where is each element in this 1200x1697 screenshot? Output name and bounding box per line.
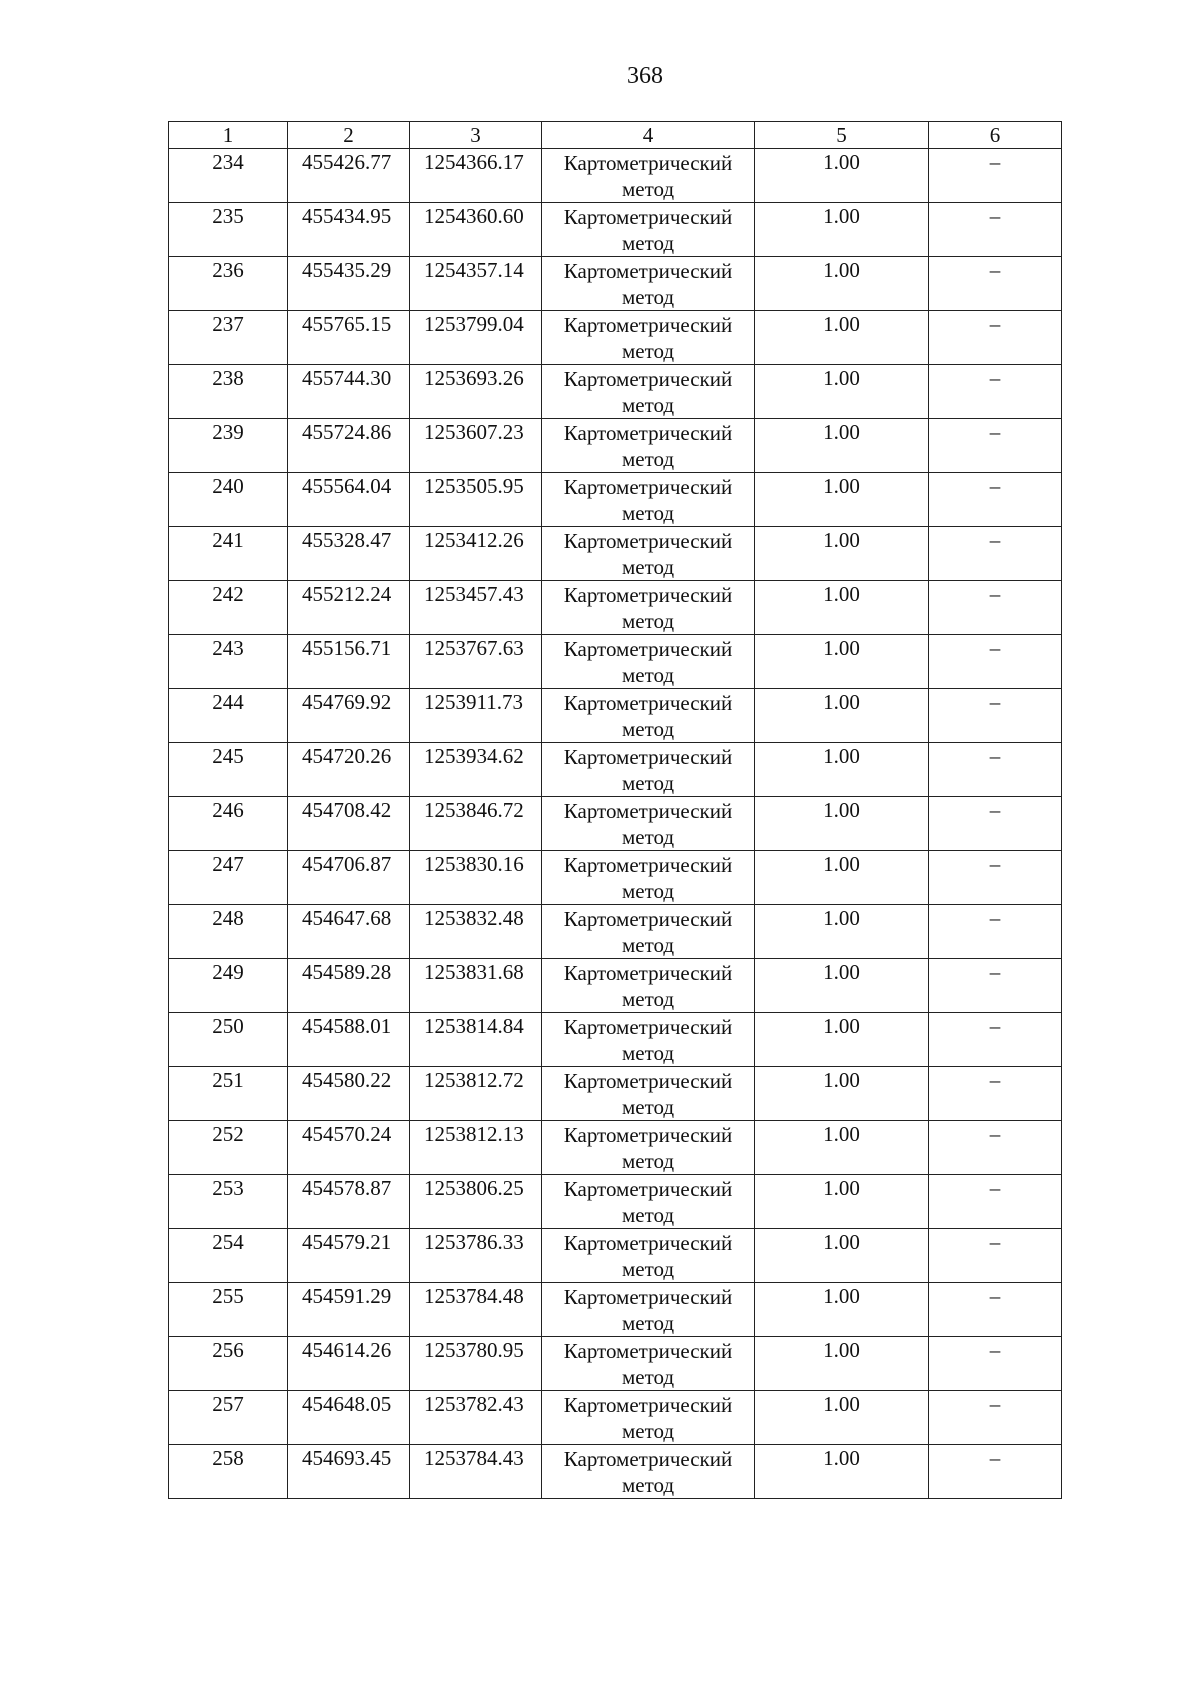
note-cell: – bbox=[929, 1283, 1062, 1337]
method-cell: Картометрический метод bbox=[542, 851, 755, 905]
method-cell: Картометрический метод bbox=[542, 1067, 755, 1121]
y-coordinate-cell: 1254357.14 bbox=[410, 257, 542, 311]
y-coordinate-cell: 1253693.26 bbox=[410, 365, 542, 419]
accuracy-cell: 1.00 bbox=[755, 1283, 929, 1337]
method-cell: Картометрический метод bbox=[542, 1229, 755, 1283]
y-coordinate-cell: 1253846.72 bbox=[410, 797, 542, 851]
x-coordinate-cell: 454708.42 bbox=[288, 797, 410, 851]
point-number-cell: 256 bbox=[169, 1337, 288, 1391]
coordinates-table bbox=[168, 121, 1062, 1499]
y-coordinate-cell: 1253812.13 bbox=[410, 1121, 542, 1175]
accuracy-cell: 1.00 bbox=[755, 1013, 929, 1067]
note-cell: – bbox=[929, 743, 1062, 797]
y-coordinate-cell: 1253412.26 bbox=[410, 527, 542, 581]
y-coordinate-cell: 1253780.95 bbox=[410, 1337, 542, 1391]
method-cell: Картометрический метод bbox=[542, 581, 755, 635]
point-number-cell: 253 bbox=[169, 1175, 288, 1229]
x-coordinate-cell: 454769.92 bbox=[288, 689, 410, 743]
y-coordinate-cell: 1253505.95 bbox=[410, 473, 542, 527]
y-coordinate-cell: 1253830.16 bbox=[410, 851, 542, 905]
accuracy-cell: 1.00 bbox=[755, 1175, 929, 1229]
accuracy-cell: 1.00 bbox=[755, 1391, 929, 1445]
point-number-cell: 252 bbox=[169, 1121, 288, 1175]
accuracy-cell: 1.00 bbox=[755, 473, 929, 527]
x-coordinate-cell: 455744.30 bbox=[288, 365, 410, 419]
method-cell: Картометрический метод bbox=[542, 473, 755, 527]
method-cell: Картометрический метод bbox=[542, 959, 755, 1013]
accuracy-cell: 1.00 bbox=[755, 149, 929, 203]
accuracy-cell: 1.00 bbox=[755, 527, 929, 581]
x-coordinate-cell: 454614.26 bbox=[288, 1337, 410, 1391]
x-coordinate-cell: 455724.86 bbox=[288, 419, 410, 473]
accuracy-cell: 1.00 bbox=[755, 365, 929, 419]
x-coordinate-cell: 454588.01 bbox=[288, 1013, 410, 1067]
method-cell: Картометрический метод bbox=[542, 1391, 755, 1445]
method-cell: Картометрический метод bbox=[542, 257, 755, 311]
note-cell: – bbox=[929, 1337, 1062, 1391]
note-cell: – bbox=[929, 365, 1062, 419]
method-cell: Картометрический метод bbox=[542, 797, 755, 851]
table-row bbox=[169, 203, 1062, 257]
point-number-cell: 237 bbox=[169, 311, 288, 365]
note-cell: – bbox=[929, 635, 1062, 689]
note-cell: – bbox=[929, 1013, 1062, 1067]
y-coordinate-cell: 1253814.84 bbox=[410, 1013, 542, 1067]
point-number-cell: 244 bbox=[169, 689, 288, 743]
point-number-cell: 235 bbox=[169, 203, 288, 257]
note-cell: – bbox=[929, 419, 1062, 473]
x-coordinate-cell: 454589.28 bbox=[288, 959, 410, 1013]
accuracy-cell: 1.00 bbox=[755, 635, 929, 689]
x-coordinate-cell: 455328.47 bbox=[288, 527, 410, 581]
method-cell: Картометрический метод bbox=[542, 1283, 755, 1337]
note-cell: – bbox=[929, 959, 1062, 1013]
point-number-cell: 234 bbox=[169, 149, 288, 203]
table-row bbox=[169, 365, 1062, 419]
note-cell: – bbox=[929, 689, 1062, 743]
note-cell: – bbox=[929, 797, 1062, 851]
method-cell: Картометрический метод bbox=[542, 905, 755, 959]
table-row bbox=[169, 149, 1062, 203]
accuracy-cell: 1.00 bbox=[755, 419, 929, 473]
x-coordinate-cell: 454579.21 bbox=[288, 1229, 410, 1283]
table-row bbox=[169, 1283, 1062, 1337]
method-cell: Картометрический метод bbox=[542, 527, 755, 581]
y-coordinate-cell: 1253806.25 bbox=[410, 1175, 542, 1229]
x-coordinate-cell: 454591.29 bbox=[288, 1283, 410, 1337]
method-cell: Картометрический метод bbox=[542, 1121, 755, 1175]
y-coordinate-cell: 1253799.04 bbox=[410, 311, 542, 365]
table-row bbox=[169, 1391, 1062, 1445]
method-cell: Картометрический метод bbox=[542, 1445, 755, 1499]
note-cell: – bbox=[929, 257, 1062, 311]
point-number-cell: 250 bbox=[169, 1013, 288, 1067]
column-header-1: 1 bbox=[169, 122, 288, 149]
point-number-cell: 247 bbox=[169, 851, 288, 905]
table-row bbox=[169, 581, 1062, 635]
column-header-5: 5 bbox=[755, 122, 929, 149]
y-coordinate-cell: 1253812.72 bbox=[410, 1067, 542, 1121]
method-cell: Картометрический метод bbox=[542, 689, 755, 743]
accuracy-cell: 1.00 bbox=[755, 1229, 929, 1283]
note-cell: – bbox=[929, 1067, 1062, 1121]
point-number-cell: 239 bbox=[169, 419, 288, 473]
table-row bbox=[169, 1013, 1062, 1067]
point-number-cell: 241 bbox=[169, 527, 288, 581]
point-number-cell: 255 bbox=[169, 1283, 288, 1337]
method-cell: Картометрический метод bbox=[542, 203, 755, 257]
table-row bbox=[169, 419, 1062, 473]
accuracy-cell: 1.00 bbox=[755, 1121, 929, 1175]
method-cell: Картометрический метод bbox=[542, 1013, 755, 1067]
accuracy-cell: 1.00 bbox=[755, 1445, 929, 1499]
point-number-cell: 240 bbox=[169, 473, 288, 527]
method-cell: Картометрический метод bbox=[542, 1337, 755, 1391]
accuracy-cell: 1.00 bbox=[755, 797, 929, 851]
point-number-cell: 243 bbox=[169, 635, 288, 689]
x-coordinate-cell: 454720.26 bbox=[288, 743, 410, 797]
note-cell: – bbox=[929, 203, 1062, 257]
method-cell: Картометрический метод bbox=[542, 743, 755, 797]
accuracy-cell: 1.00 bbox=[755, 581, 929, 635]
method-cell: Картометрический метод bbox=[542, 1175, 755, 1229]
note-cell: – bbox=[929, 1175, 1062, 1229]
table-row bbox=[169, 959, 1062, 1013]
table-row bbox=[169, 1229, 1062, 1283]
table-row bbox=[169, 743, 1062, 797]
accuracy-cell: 1.00 bbox=[755, 689, 929, 743]
y-coordinate-cell: 1253607.23 bbox=[410, 419, 542, 473]
y-coordinate-cell: 1253784.43 bbox=[410, 1445, 542, 1499]
accuracy-cell: 1.00 bbox=[755, 959, 929, 1013]
table-body bbox=[169, 149, 1062, 1499]
table-row bbox=[169, 1337, 1062, 1391]
note-cell: – bbox=[929, 311, 1062, 365]
note-cell: – bbox=[929, 581, 1062, 635]
accuracy-cell: 1.00 bbox=[755, 257, 929, 311]
point-number-cell: 242 bbox=[169, 581, 288, 635]
x-coordinate-cell: 455765.15 bbox=[288, 311, 410, 365]
note-cell: – bbox=[929, 1445, 1062, 1499]
page-number: 368 bbox=[627, 63, 663, 89]
column-header-3: 3 bbox=[410, 122, 542, 149]
point-number-cell: 257 bbox=[169, 1391, 288, 1445]
point-number-cell: 238 bbox=[169, 365, 288, 419]
column-header-6: 6 bbox=[929, 122, 1062, 149]
y-coordinate-cell: 1253784.48 bbox=[410, 1283, 542, 1337]
table-row bbox=[169, 797, 1062, 851]
x-coordinate-cell: 455426.77 bbox=[288, 149, 410, 203]
table-row bbox=[169, 851, 1062, 905]
note-cell: – bbox=[929, 1229, 1062, 1283]
table-row bbox=[169, 635, 1062, 689]
accuracy-cell: 1.00 bbox=[755, 905, 929, 959]
note-cell: – bbox=[929, 527, 1062, 581]
x-coordinate-cell: 454570.24 bbox=[288, 1121, 410, 1175]
note-cell: – bbox=[929, 905, 1062, 959]
y-coordinate-cell: 1253934.62 bbox=[410, 743, 542, 797]
accuracy-cell: 1.00 bbox=[755, 203, 929, 257]
point-number-cell: 258 bbox=[169, 1445, 288, 1499]
method-cell: Картометрический метод bbox=[542, 311, 755, 365]
method-cell: Картометрический метод bbox=[542, 419, 755, 473]
table-row bbox=[169, 1067, 1062, 1121]
table-row bbox=[169, 905, 1062, 959]
point-number-cell: 251 bbox=[169, 1067, 288, 1121]
x-coordinate-cell: 455435.29 bbox=[288, 257, 410, 311]
note-cell: – bbox=[929, 149, 1062, 203]
accuracy-cell: 1.00 bbox=[755, 1337, 929, 1391]
table-row bbox=[169, 689, 1062, 743]
column-header-4: 4 bbox=[542, 122, 755, 149]
point-number-cell: 246 bbox=[169, 797, 288, 851]
x-coordinate-cell: 454648.05 bbox=[288, 1391, 410, 1445]
y-coordinate-cell: 1253832.48 bbox=[410, 905, 542, 959]
accuracy-cell: 1.00 bbox=[755, 851, 929, 905]
x-coordinate-cell: 454580.22 bbox=[288, 1067, 410, 1121]
x-coordinate-cell: 454578.87 bbox=[288, 1175, 410, 1229]
y-coordinate-cell: 1254366.17 bbox=[410, 149, 542, 203]
table-row bbox=[169, 1445, 1062, 1499]
column-header-2: 2 bbox=[288, 122, 410, 149]
x-coordinate-cell: 454647.68 bbox=[288, 905, 410, 959]
table-row bbox=[169, 311, 1062, 365]
table-row bbox=[169, 473, 1062, 527]
accuracy-cell: 1.00 bbox=[755, 743, 929, 797]
table-row bbox=[169, 257, 1062, 311]
x-coordinate-cell: 455564.04 bbox=[288, 473, 410, 527]
method-cell: Картометрический метод bbox=[542, 635, 755, 689]
table-row bbox=[169, 527, 1062, 581]
point-number-cell: 254 bbox=[169, 1229, 288, 1283]
point-number-cell: 245 bbox=[169, 743, 288, 797]
header-row bbox=[169, 122, 1062, 149]
point-number-cell: 249 bbox=[169, 959, 288, 1013]
y-coordinate-cell: 1253911.73 bbox=[410, 689, 542, 743]
y-coordinate-cell: 1253767.63 bbox=[410, 635, 542, 689]
point-number-cell: 248 bbox=[169, 905, 288, 959]
x-coordinate-cell: 455156.71 bbox=[288, 635, 410, 689]
method-cell: Картометрический метод bbox=[542, 365, 755, 419]
method-cell: Картометрический метод bbox=[542, 149, 755, 203]
x-coordinate-cell: 454693.45 bbox=[288, 1445, 410, 1499]
note-cell: – bbox=[929, 1391, 1062, 1445]
y-coordinate-cell: 1253831.68 bbox=[410, 959, 542, 1013]
point-number-cell: 236 bbox=[169, 257, 288, 311]
note-cell: – bbox=[929, 851, 1062, 905]
y-coordinate-cell: 1253782.43 bbox=[410, 1391, 542, 1445]
table-row bbox=[169, 1121, 1062, 1175]
y-coordinate-cell: 1254360.60 bbox=[410, 203, 542, 257]
x-coordinate-cell: 454706.87 bbox=[288, 851, 410, 905]
y-coordinate-cell: 1253786.33 bbox=[410, 1229, 542, 1283]
accuracy-cell: 1.00 bbox=[755, 311, 929, 365]
note-cell: – bbox=[929, 473, 1062, 527]
table-row bbox=[169, 1175, 1062, 1229]
note-cell: – bbox=[929, 1121, 1062, 1175]
y-coordinate-cell: 1253457.43 bbox=[410, 581, 542, 635]
x-coordinate-cell: 455434.95 bbox=[288, 203, 410, 257]
x-coordinate-cell: 455212.24 bbox=[288, 581, 410, 635]
accuracy-cell: 1.00 bbox=[755, 1067, 929, 1121]
table-header bbox=[169, 122, 1062, 149]
